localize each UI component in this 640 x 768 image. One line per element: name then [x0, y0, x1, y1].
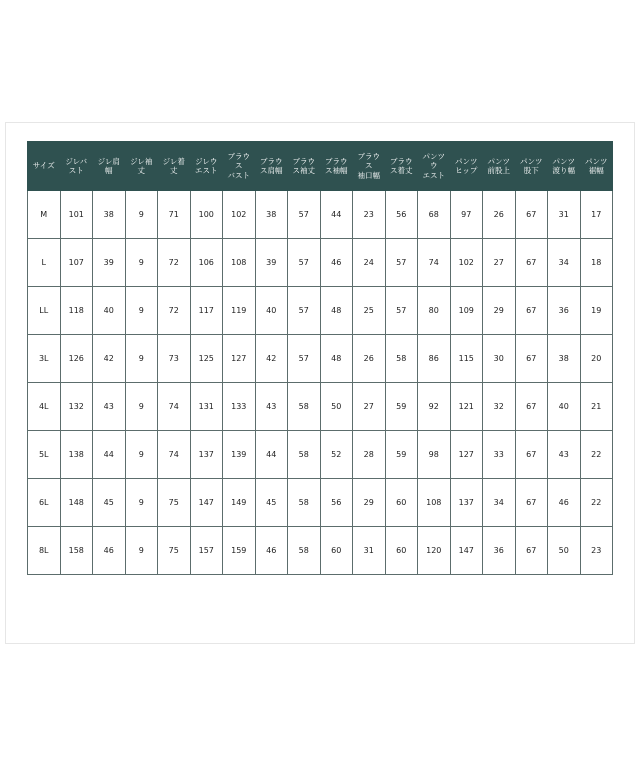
- measurement-cell: 34: [548, 239, 581, 287]
- column-header-label: パンツウ: [422, 151, 445, 171]
- measurement-cell: 45: [255, 479, 288, 527]
- measurement-cell: 72: [158, 287, 191, 335]
- measurement-cell: 24: [353, 239, 386, 287]
- column-header-label: ス着丈: [390, 166, 413, 175]
- measurement-cell: 57: [288, 335, 321, 383]
- size-cell: 8L: [28, 527, 61, 575]
- measurement-cell: 23: [353, 191, 386, 239]
- measurement-cell: 9: [125, 287, 158, 335]
- column-header-label: ブラウ: [325, 156, 348, 166]
- measurement-cell: 25: [353, 287, 386, 335]
- measurement-cell: 46: [255, 527, 288, 575]
- measurement-cell: 17: [580, 191, 613, 239]
- column-header-label: 渡り幅: [552, 166, 575, 175]
- column-header: [28, 142, 61, 191]
- measurement-cell: 42: [255, 335, 288, 383]
- measurement-cell: 43: [255, 383, 288, 431]
- column-header: [483, 142, 516, 191]
- measurement-cell: 86: [418, 335, 451, 383]
- measurement-cell: 56: [320, 479, 353, 527]
- column-header-label: パンツ: [455, 156, 478, 166]
- column-header: [93, 142, 126, 191]
- column-header-label: ブラウス: [227, 151, 250, 171]
- measurement-cell: 34: [483, 479, 516, 527]
- measurement-cell: 43: [548, 431, 581, 479]
- measurement-cell: 67: [515, 431, 548, 479]
- column-header-label: ジレ袖丈: [130, 156, 153, 175]
- column-header-label: パンツ: [487, 156, 510, 166]
- measurement-cell: 121: [450, 383, 483, 431]
- measurement-cell: 22: [580, 431, 613, 479]
- measurement-cell: 157: [190, 527, 223, 575]
- measurement-cell: 117: [190, 287, 223, 335]
- measurement-cell: 29: [483, 287, 516, 335]
- measurement-cell: 67: [515, 479, 548, 527]
- measurement-cell: 158: [60, 527, 93, 575]
- column-header: [515, 142, 548, 191]
- measurement-cell: 31: [548, 191, 581, 239]
- measurement-cell: 100: [190, 191, 223, 239]
- column-header-label: サイズ: [32, 161, 55, 171]
- measurement-cell: 118: [60, 287, 93, 335]
- measurement-cell: 60: [385, 527, 418, 575]
- size-cell: M: [28, 191, 61, 239]
- measurement-cell: 75: [158, 479, 191, 527]
- measurement-cell: 67: [515, 383, 548, 431]
- size-cell: L: [28, 239, 61, 287]
- column-header-label: パンツ: [552, 156, 575, 166]
- measurement-cell: 9: [125, 479, 158, 527]
- column-header-label: ジレバ: [65, 156, 88, 166]
- measurement-cell: 26: [353, 335, 386, 383]
- column-header: [60, 142, 93, 191]
- measurement-cell: 108: [418, 479, 451, 527]
- column-header-label: パンツ: [585, 156, 608, 166]
- table-row: [28, 527, 613, 575]
- measurement-cell: 23: [580, 527, 613, 575]
- table-row: [28, 239, 613, 287]
- measurement-cell: 57: [385, 239, 418, 287]
- measurement-cell: 73: [158, 335, 191, 383]
- column-header: [450, 142, 483, 191]
- measurement-cell: 120: [418, 527, 451, 575]
- measurement-cell: 147: [190, 479, 223, 527]
- measurement-cell: 97: [450, 191, 483, 239]
- measurement-cell: 60: [320, 527, 353, 575]
- measurement-cell: 138: [60, 431, 93, 479]
- column-header-label: 裾幅: [588, 166, 604, 175]
- measurement-cell: 39: [255, 239, 288, 287]
- measurement-cell: 67: [515, 191, 548, 239]
- measurement-cell: 9: [125, 527, 158, 575]
- measurement-cell: 75: [158, 527, 191, 575]
- column-header-label: エスト: [195, 166, 218, 175]
- measurement-cell: 131: [190, 383, 223, 431]
- column-header-label: ブラウ: [292, 156, 315, 166]
- measurement-cell: 36: [483, 527, 516, 575]
- measurement-cell: 67: [515, 335, 548, 383]
- table-row: [28, 479, 613, 527]
- measurement-cell: 119: [223, 287, 256, 335]
- column-header: [580, 142, 613, 191]
- measurement-cell: 115: [450, 335, 483, 383]
- measurement-cell: 9: [125, 383, 158, 431]
- measurement-cell: 132: [60, 383, 93, 431]
- measurement-cell: 48: [320, 335, 353, 383]
- measurement-cell: 68: [418, 191, 451, 239]
- measurement-cell: 109: [450, 287, 483, 335]
- measurement-cell: 159: [223, 527, 256, 575]
- size-chart-table: [27, 141, 613, 575]
- measurement-cell: 46: [93, 527, 126, 575]
- table-header-row: [28, 142, 613, 191]
- table-row: [28, 335, 613, 383]
- measurement-cell: 74: [418, 239, 451, 287]
- measurement-cell: 26: [483, 191, 516, 239]
- measurement-cell: 148: [60, 479, 93, 527]
- column-header-label: 袖口幅: [357, 170, 380, 180]
- measurement-cell: 57: [288, 239, 321, 287]
- column-header-label: ブラウ: [260, 156, 283, 166]
- measurement-cell: 19: [580, 287, 613, 335]
- measurement-cell: 56: [385, 191, 418, 239]
- column-header: [158, 142, 191, 191]
- measurement-cell: 9: [125, 335, 158, 383]
- size-cell: LL: [28, 287, 61, 335]
- measurement-cell: 58: [288, 431, 321, 479]
- measurement-cell: 133: [223, 383, 256, 431]
- column-header-label: バスト: [227, 170, 250, 180]
- measurement-cell: 40: [255, 287, 288, 335]
- column-header: [190, 142, 223, 191]
- column-header: [288, 142, 321, 191]
- table-body: [28, 191, 613, 575]
- column-header: [353, 142, 386, 191]
- measurement-cell: 102: [223, 191, 256, 239]
- measurement-cell: 58: [288, 383, 321, 431]
- measurement-cell: 20: [580, 335, 613, 383]
- measurement-cell: 108: [223, 239, 256, 287]
- measurement-cell: 50: [548, 527, 581, 575]
- measurement-cell: 57: [288, 287, 321, 335]
- measurement-cell: 125: [190, 335, 223, 383]
- table-row: [28, 191, 613, 239]
- measurement-cell: 18: [580, 239, 613, 287]
- measurement-cell: 9: [125, 431, 158, 479]
- measurement-cell: 46: [548, 479, 581, 527]
- size-cell: 4L: [28, 383, 61, 431]
- measurement-cell: 9: [125, 239, 158, 287]
- measurement-cell: 106: [190, 239, 223, 287]
- table-row: [28, 383, 613, 431]
- measurement-cell: 57: [288, 191, 321, 239]
- measurement-cell: 139: [223, 431, 256, 479]
- column-header-label: ス袖丈: [292, 166, 315, 175]
- measurement-cell: 57: [385, 287, 418, 335]
- measurement-cell: 38: [255, 191, 288, 239]
- column-header-label: エスト: [422, 170, 445, 180]
- column-header-label: ジレ着丈: [162, 156, 185, 175]
- column-header: [223, 142, 256, 191]
- table-row: [28, 431, 613, 479]
- size-cell: 6L: [28, 479, 61, 527]
- measurement-cell: 58: [288, 479, 321, 527]
- measurement-cell: 48: [320, 287, 353, 335]
- measurement-cell: 102: [450, 239, 483, 287]
- column-header: [548, 142, 581, 191]
- measurement-cell: 107: [60, 239, 93, 287]
- measurement-cell: 60: [385, 479, 418, 527]
- measurement-cell: 149: [223, 479, 256, 527]
- size-cell: 3L: [28, 335, 61, 383]
- column-header-label: ブラウ: [390, 156, 413, 166]
- measurement-cell: 59: [385, 431, 418, 479]
- measurement-cell: 39: [93, 239, 126, 287]
- measurement-cell: 21: [580, 383, 613, 431]
- measurement-cell: 32: [483, 383, 516, 431]
- column-header: [418, 142, 451, 191]
- measurement-cell: 74: [158, 383, 191, 431]
- measurement-cell: 45: [93, 479, 126, 527]
- measurement-cell: 36: [548, 287, 581, 335]
- column-header-label: パンツ: [520, 156, 543, 166]
- column-header-label: ヒップ: [455, 166, 478, 175]
- measurement-cell: 137: [190, 431, 223, 479]
- measurement-cell: 58: [288, 527, 321, 575]
- measurement-cell: 40: [548, 383, 581, 431]
- measurement-cell: 38: [93, 191, 126, 239]
- measurement-cell: 98: [418, 431, 451, 479]
- measurement-cell: 30: [483, 335, 516, 383]
- measurement-cell: 31: [353, 527, 386, 575]
- measurement-cell: 59: [385, 383, 418, 431]
- measurement-cell: 126: [60, 335, 93, 383]
- measurement-cell: 27: [483, 239, 516, 287]
- measurement-cell: 9: [125, 191, 158, 239]
- column-header: [125, 142, 158, 191]
- measurement-cell: 92: [418, 383, 451, 431]
- measurement-cell: 147: [450, 527, 483, 575]
- measurement-cell: 28: [353, 431, 386, 479]
- measurement-cell: 127: [450, 431, 483, 479]
- column-header: [320, 142, 353, 191]
- size-cell: 5L: [28, 431, 61, 479]
- column-header-label: ジレ肩幅: [97, 156, 120, 175]
- column-header-label: ス肩幅: [260, 166, 283, 175]
- measurement-cell: 52: [320, 431, 353, 479]
- measurement-cell: 27: [353, 383, 386, 431]
- measurement-cell: 42: [93, 335, 126, 383]
- measurement-cell: 38: [548, 335, 581, 383]
- measurement-cell: 127: [223, 335, 256, 383]
- measurement-cell: 67: [515, 239, 548, 287]
- measurement-cell: 50: [320, 383, 353, 431]
- column-header: [255, 142, 288, 191]
- measurement-cell: 137: [450, 479, 483, 527]
- measurement-cell: 44: [93, 431, 126, 479]
- column-header-label: 股下: [523, 166, 539, 175]
- measurement-cell: 43: [93, 383, 126, 431]
- measurement-cell: 101: [60, 191, 93, 239]
- measurement-cell: 44: [320, 191, 353, 239]
- column-header-label: スト: [68, 166, 84, 175]
- measurement-cell: 40: [93, 287, 126, 335]
- column-header: [385, 142, 418, 191]
- measurement-cell: 67: [515, 527, 548, 575]
- column-header-label: ス袖幅: [325, 166, 348, 175]
- table-row: [28, 287, 613, 335]
- column-header-label: 前股上: [487, 166, 510, 175]
- column-header-label: ジレウ: [195, 156, 218, 166]
- measurement-cell: 58: [385, 335, 418, 383]
- measurement-cell: 46: [320, 239, 353, 287]
- measurement-cell: 29: [353, 479, 386, 527]
- measurement-cell: 72: [158, 239, 191, 287]
- column-header-label: ブラウス: [357, 151, 380, 171]
- measurement-cell: 80: [418, 287, 451, 335]
- measurement-cell: 67: [515, 287, 548, 335]
- measurement-cell: 74: [158, 431, 191, 479]
- measurement-cell: 71: [158, 191, 191, 239]
- measurement-cell: 22: [580, 479, 613, 527]
- measurement-cell: 33: [483, 431, 516, 479]
- measurement-cell: 44: [255, 431, 288, 479]
